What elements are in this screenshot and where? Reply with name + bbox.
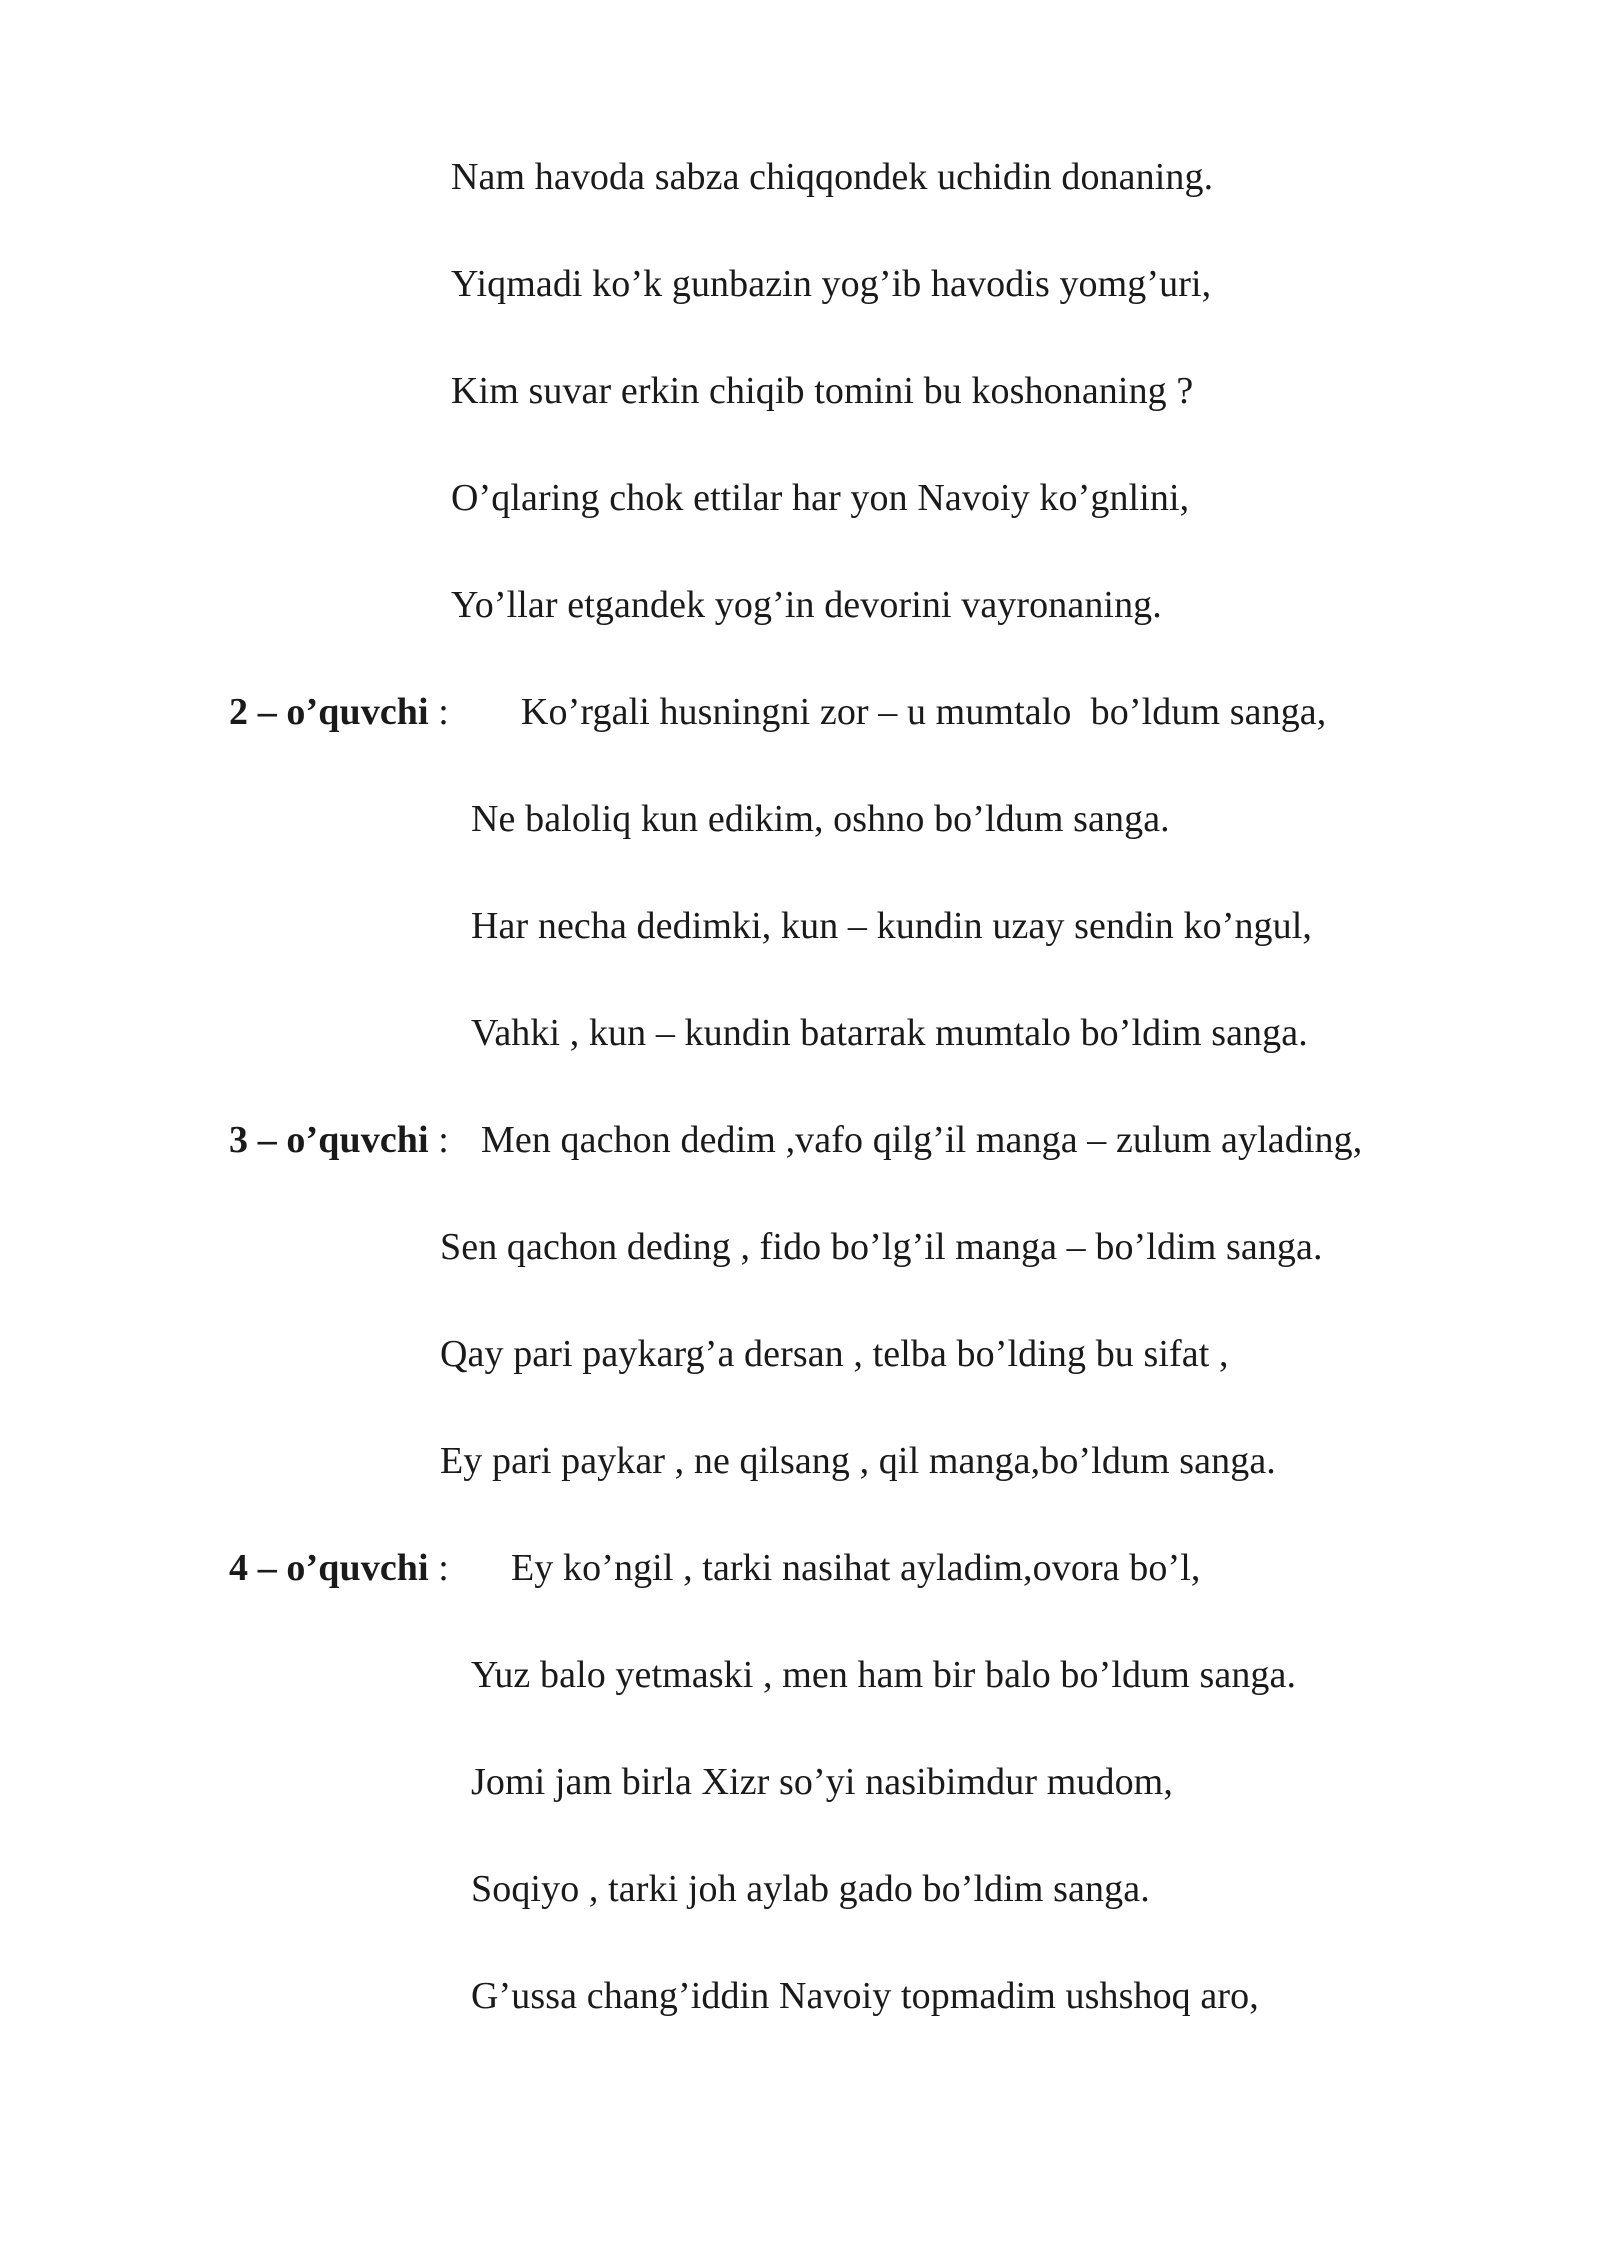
poem-line: Men qachon dedim ,vafo qilg’il manga – zulum aylading, <box>481 1119 1363 1161</box>
speaker-colon: : <box>428 691 449 733</box>
speaker-colon: : <box>428 1547 449 1589</box>
poem-line: Yiqmadi ko’k gunbazin yog’ib havodis yomg’uri, <box>451 263 1212 305</box>
poem-line: Sen qachon deding , fido bo’lg’il manga – bo’ldim sanga. <box>440 1226 1323 1268</box>
poem-line: Ne baloliq kun edikim, oshno bo’ldum sanga. <box>471 798 1170 840</box>
speaker-name: 4 – o’quvchi <box>229 1547 429 1589</box>
poem-line: Kim suvar erkin chiqib tomini bu koshonaning ? <box>451 370 1194 412</box>
speaker-label <box>229 1121 449 1159</box>
poem-line: Jomi jam birla Xizr so’yi nasibimdur mudom, <box>471 1761 1173 1803</box>
speaker-label <box>229 1549 449 1587</box>
poem-line: Qay pari paykarg’a dersan , telba bo’lding bu sifat , <box>440 1333 1229 1375</box>
poem-line: O’qlaring chok ettilar har yon Navoiy ko’gnlini, <box>451 477 1190 519</box>
poem-line: G’ussa chang’iddin Navoiy topmadim ushshoq aro, <box>471 1975 1259 2017</box>
poem-line: Nam havoda sabza chiqqondek uchidin donaning. <box>451 156 1214 198</box>
speaker-label <box>229 693 449 731</box>
poem-line: Har necha dedimki, kun – kundin uzay sendin ko’ngul, <box>471 905 1313 947</box>
poem-line: Soqiyo , tarki joh aylab gado bo’ldim sanga. <box>471 1868 1150 1910</box>
poem-line: Yo’llar etgandek yog’in devorini vayronaning. <box>451 584 1162 626</box>
speaker-name: 3 – o’quvchi <box>229 1119 429 1161</box>
poem-line: Ey ko’ngil , tarki nasihat ayladim,ovora bo’l, <box>511 1547 1201 1589</box>
speaker-colon: : <box>428 1119 449 1161</box>
poem-line: Vahki , kun – kundin batarrak mumtalo bo’ldim sanga. <box>471 1012 1308 1054</box>
speaker-name: 2 – o’quvchi <box>229 691 429 733</box>
poem-line: Yuz balo yetmaski , men ham bir balo bo’ldum sanga. <box>471 1654 1297 1696</box>
poem-line: Ey pari paykar , ne qilsang , qil manga,bo’ldum sanga. <box>440 1440 1276 1482</box>
poem-line: Ko’rgali husningni zor – u mumtalo bo’ldum sanga, <box>521 691 1327 733</box>
